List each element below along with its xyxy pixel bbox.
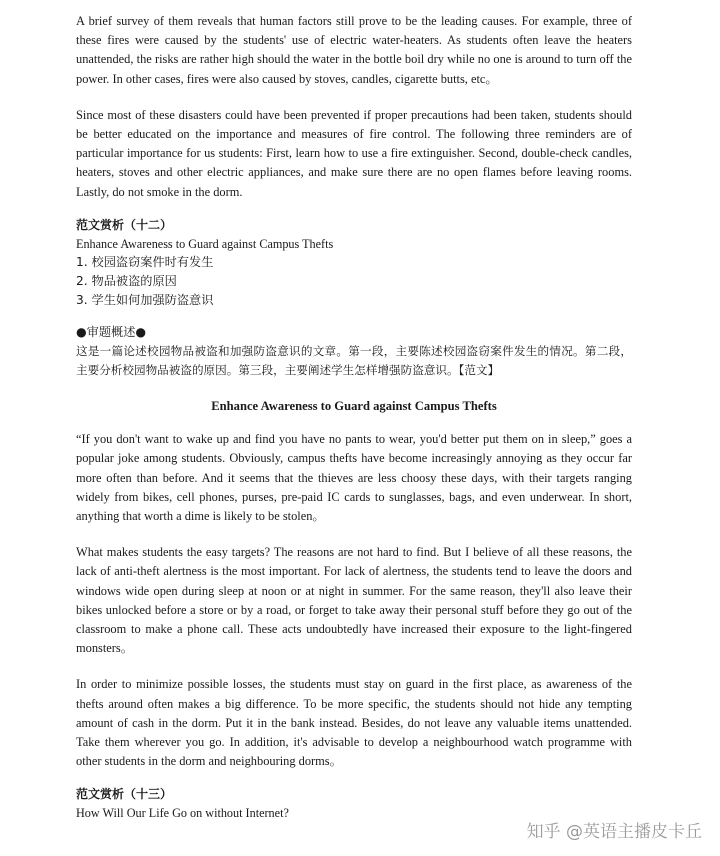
section-12-heading: 范文赏析（十二） — [76, 217, 173, 232]
section-13-topic: How Will Our Life Go on without Internet? — [76, 806, 289, 821]
essay-paragraph-2: What makes students the easy targets? The reasons are not hard to find. But I believe of all these reasons, the lack of anti-theft alertness is the most important. For lack of alertness, the students tend to leave the doors and windows wide open during sleep at noon or at night in summer. For the same reason, they'll also leave their bikes unlocked before a store or by a road, or forget to take away their personal stuff before they go out of the classroom to make a phone call. These acts undoubtedly have increased their exposure to the light-fingered monsters。 — [76, 545, 632, 656]
section-13-heading: 范文赏析（十三） — [76, 787, 173, 802]
essay-paragraph-3: In order to minimize possible losses, the students must stay on guard in the first place, as awareness of the thefts around often makes a big difference. To be more specific, the students should not hide any tempting amount of cash in the dorm. Put it in the bank instead. Besides, do not leave any valuable items unattended. Take them wherever you go. In addition, it's advisable to develop a neighbourhood watch programme with other students in the dorm and neighbouring dorms。 — [76, 677, 632, 769]
section-12-topic: Enhance Awareness to Guard against Campus Thefts — [76, 236, 334, 251]
essay-title: Enhance Awareness to Guard against Campus Thefts — [211, 399, 497, 414]
review-summary: 这是一篇论述校园物品被盗和加强防盗意识的文章。第一段，主要陈述校园盗窃案件发生的情况。第二段，主要分析校园物品被盗的原因。第三段，主要阐述学生怎样增强防盗意识。【范文】 — [76, 343, 632, 377]
outline-item-3: 3. 学生如何加强防盗意识 — [76, 292, 214, 307]
document-page — [76, 12, 632, 823]
zhihu-watermark: 知乎 @英语主播皮卡丘 — [526, 822, 702, 842]
essay-paragraph-1: “If you don't want to wake up and find you have no pants to wear, you'd better put them on in sleep,” goes a popular joke among students. Obviously, campus thefts have become increasingly annoying as they occur far more often than before. And it seems that the thieves are less choosy these days, with their targets ranging widely from bikes, cell phones, purses, pre-paid IC cards to sunglasses, bags, and even underwear. In short, anything that worth a dime is likely to be stolen。 — [76, 432, 632, 524]
outline-item-1: 1. 校园盗窃案件时有发生 — [76, 255, 214, 270]
paragraph-fire-reminders: Since most of these disasters could have been prevented if proper precautions had been taken, students should be better educated on the importance and measures of fire control. The following three reminders are of particular importance for us students: First, learn how to use a fire extinguisher. Second, double-check candles, heaters, stoves and other electric appliances, and make sure there are no open flames before leaving rooms. Lastly, do not smoke in the dorm. — [76, 107, 632, 199]
review-heading: ●审题概述● — [76, 325, 147, 340]
outline-item-2: 2. 物品被盗的原因 — [76, 274, 177, 289]
paragraph-fire-causes: A brief survey of them reveals that human factors still prove to be the leading causes. For example, three of these fires were caused by the students' use of electric water-heaters. As students often leave the heaters unattended, the risks are rather high should the water in the bottle boil dry while no one is around to turn off the power. In other cases, fires were also caused by stoves, candles, cigarette butts, etc。 — [76, 14, 632, 86]
